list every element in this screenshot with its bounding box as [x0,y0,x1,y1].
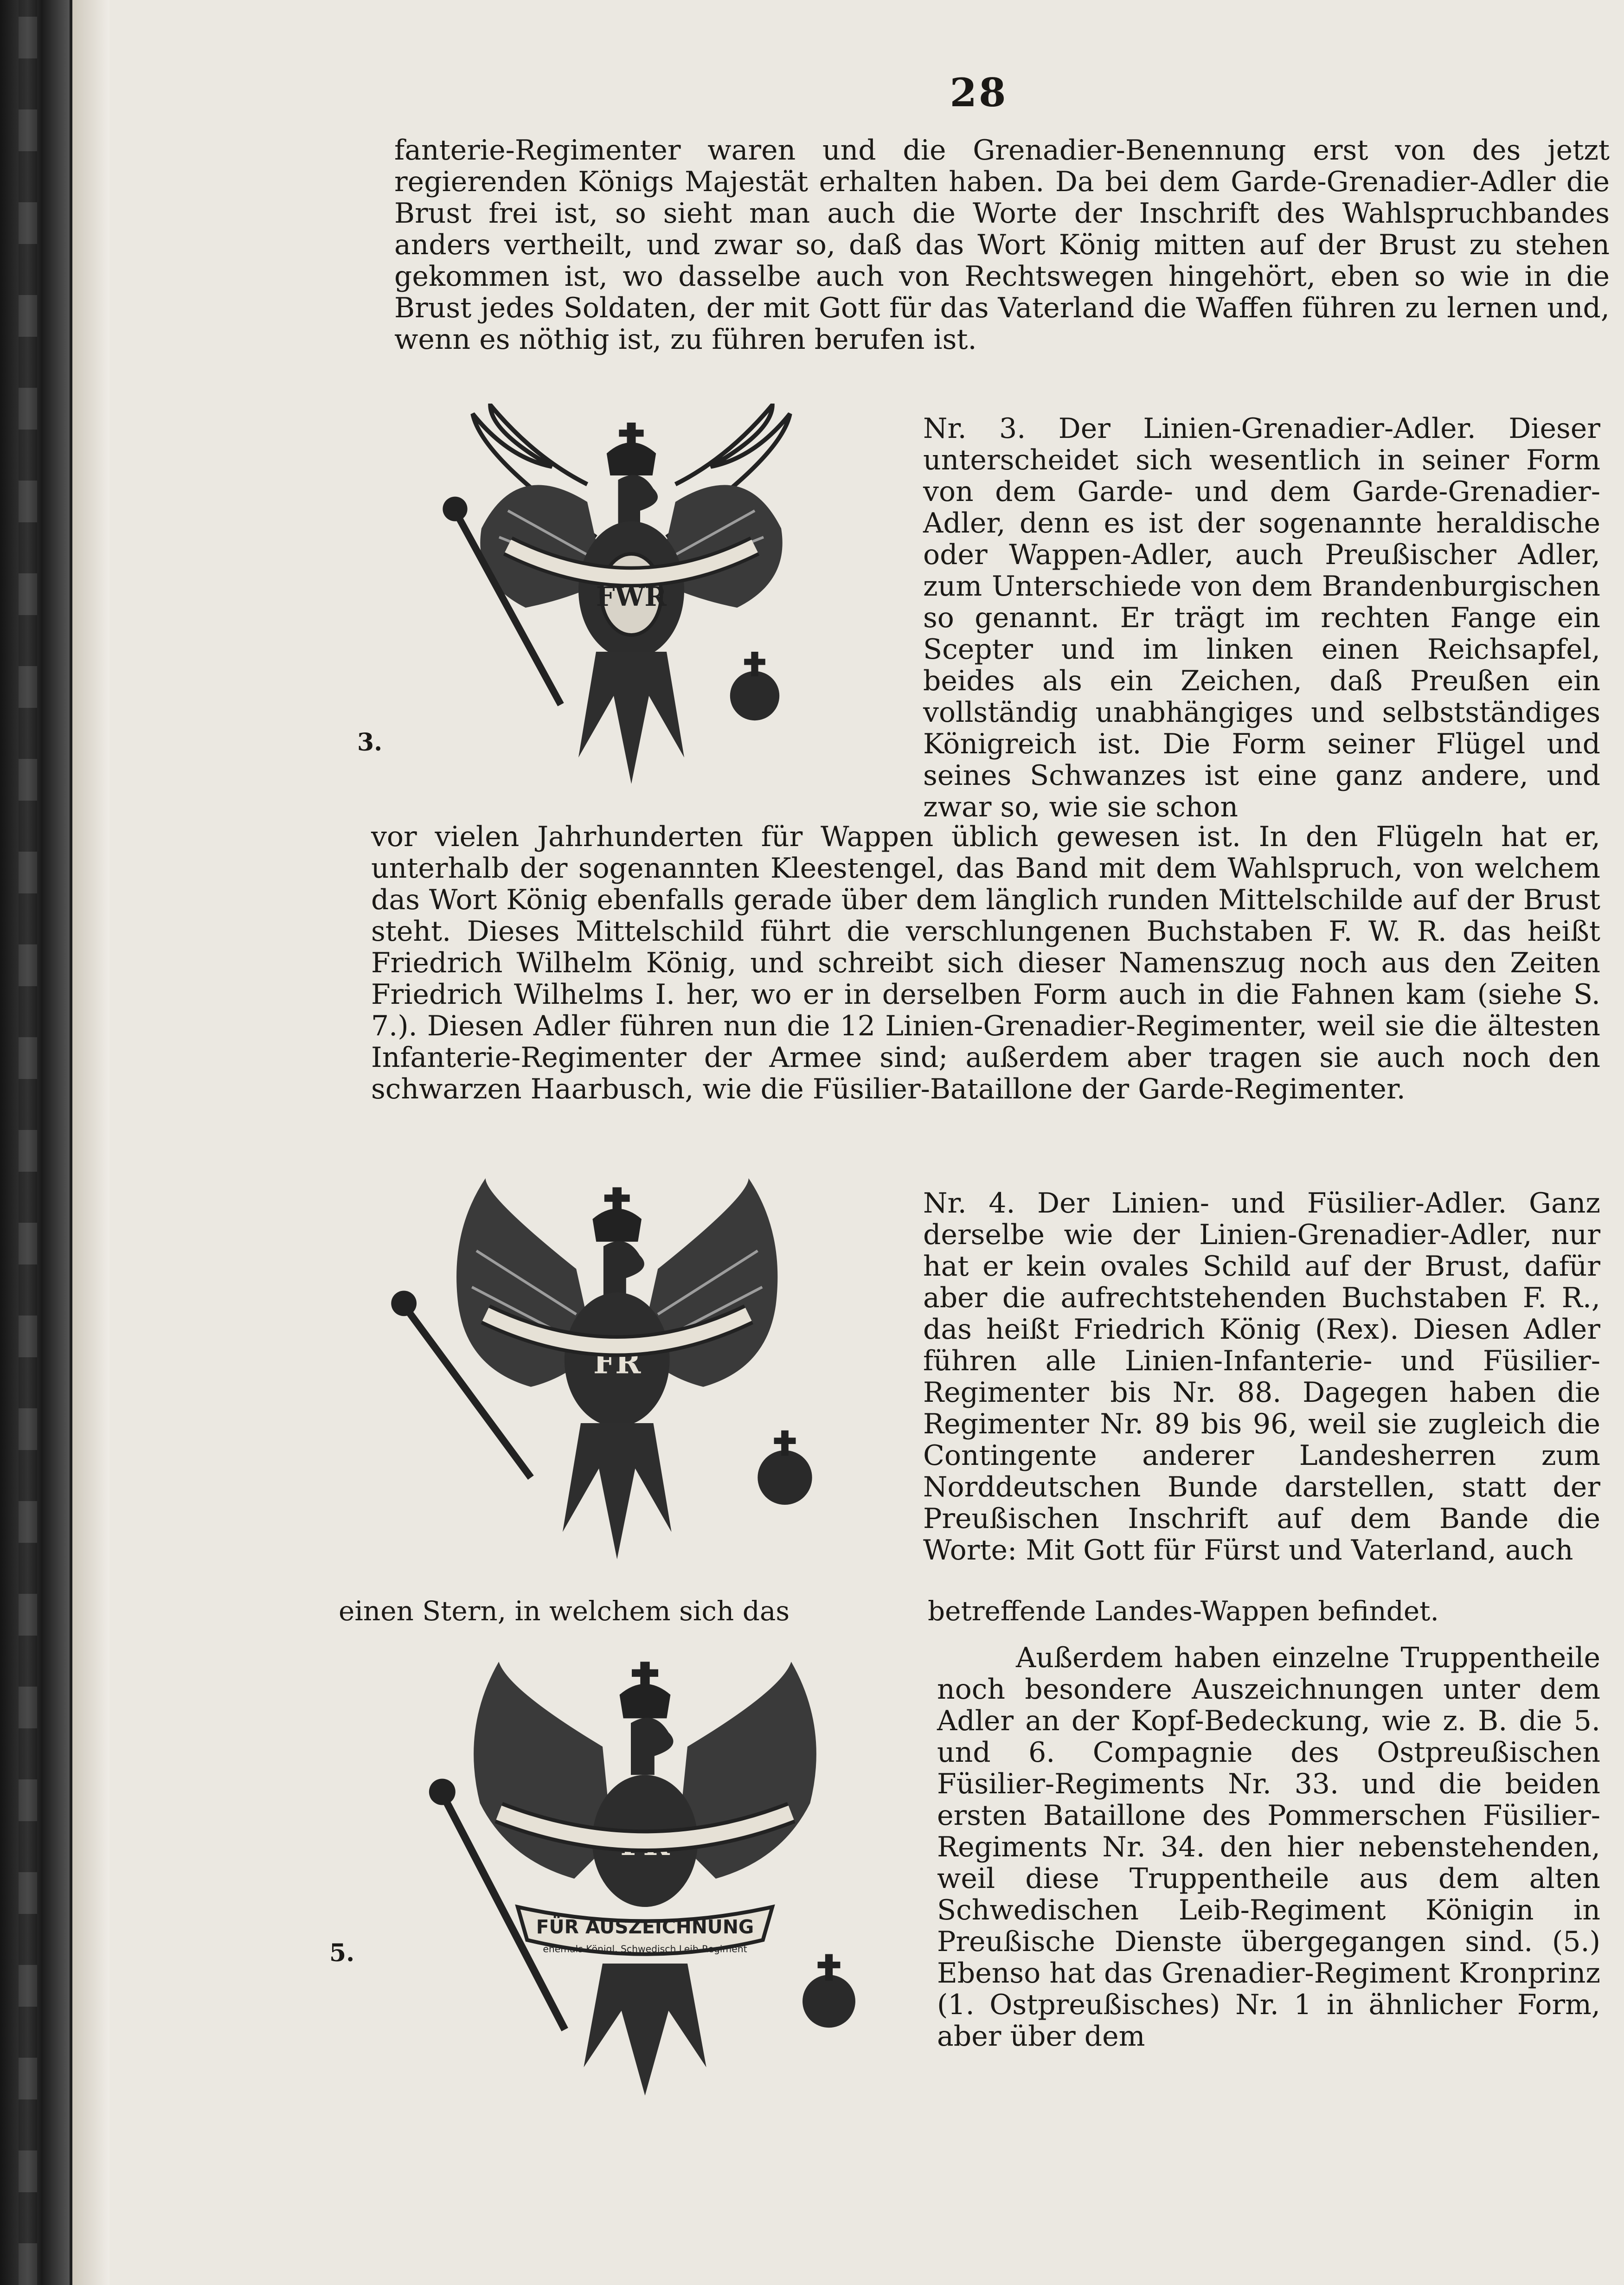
paragraph-1: fanterie-Regimenter waren und die Grenadier-Benennung erst von des jetzt regierenden Königs Majestät erhalten haben. Da bei dem Garde-Grenadier-Adler die Brust frei ist, so sieht man auch die Worte der Inschrift des Wahlspruchbandes anders vertheilt, und zwar so, daß das Wort König mitten auf der Brust zu stehen gekommen ist, wo dasselbe auch von Rechtswegen hingehört, eben so wie in die Brust jedes Soldaten, der mit Gott für das Vaterland die Waffen führen zu lernen und, wenn es nöthig ist, zu führen berufen ist. [394,134,1610,356]
eagle-figure-5 [348,1651,914,2106]
paragraph-2-top: Nr. 3. Der Linien-Grenadier-Adler. Dieser unterscheidet sich wesentlich in seiner Form von dem Garde- und dem Garde-Grenadier-Adler, denn es ist der sogenannte heraldische oder Wappen-Adler, auch Preußischer Adler, zum Unterschiede von dem Brandenburgischen so genannt. Er trägt im rechten Fange ein Scepter und im linken einen Reichsapfel, beides als ein Zeichen, daß Preußen ein vollständig unabhängiges und selbstständiges Königreich ist. Die Form seiner Flügel und seines Schwanzes ist eine ganz andere, und zwar so, wie sie schon [923,412,1600,823]
book-binding [0,0,70,2285]
fig5-monogram: FR [620,1825,670,1863]
page-number: 28 [950,70,1008,116]
figure-3-label: 3. [357,728,383,757]
fig4-monogram: FR [593,1344,641,1381]
paragraph-4: Außerdem haben einzelne Truppentheile noch besondere Auszeichnungen unter dem Adler an der Kopf-Bedeckung, wie z. B. die 5. und 6. Compagnie des Ostpreußischen Füsilier-Regiments Nr. 33. und die beiden ersten Bataillone des Pommerschen Füsilier-Regiments Nr. 34. den hier nebenstehenden, weil diese Truppentheile aus dem alten Schwedischen Leib-Regiment Königin in Preußische Dienste übergegangen sind. (5.) Ebenso hat das Grenadier-Regiment Kronprinz (1. Ostpreußisches) Nr. 1 in ähnlicher Form, aber über dem [937,1642,1600,2053]
fig3-monogram: FWR [596,581,667,613]
paragraph-3: Nr. 4. Der Linien- und Füsilier-Adler. Ganz derselbe wie der Linien-Grenadier-Adler, nur hat er kein ovales Schild auf der Brust, dafür aber die aufrechtstehenden Buchstaben F. R., das heißt Friedrich König (Rex). Diesen Adler führen alle Linien-Infanterie- und Füsilier-Regimenter bis Nr. 88. Dagegen haben die Regimenter Nr. 89 bis 96, weil sie zugleich die Contingente anderer Landesherren zum Norddeutschen Bunde darstellen, statt der Preußischen Inschrift auf dem Bande die Worte: Mit Gott für Fürst und Vaterland, auch [923,1187,1600,1566]
fig5-ribbon: FÜR AUSZEICHNUNG [536,1915,754,1938]
paragraph-3-left-continuation: einen Stern, in welchem sich das [339,1595,790,1627]
eagle-figure-3 [376,404,905,812]
paragraph-2-bottom: vor vielen Jahrhunderten für Wappen üblich gewesen ist. In den Flügeln hat er, unterhalb der sogenannten Kleestengel, das Band mit dem Wahlspruch, von welchem das Wort König ebenfalls gerade über dem länglich runden Mittelschilde auf der Brust steht. Dieses Mittelschild führt die verschlungenen Buchstaben F. W. R. das heißt Friedrich Wilhelm König, und schreibt sich dieser Namenszug noch aus den Zeiten Friedrich Wilhelms I. her, wo er in derselben Form auch in die Fahnen kam (siehe S. 7.). Diesen Adler führen nun die 12 Linien-Grenadier-Regimenter, weil sie die ältesten Infanterie-Regimenter der Armee sind; außerdem aber tragen sie auch noch den schwarzen Haarbusch, wie die Füsilier-Bataillone der Garde-Regimenter. [371,821,1600,1105]
paragraph-3-end: betreffende Landes-Wappen befindet. [928,1595,1439,1627]
figure-5-label: 5. [329,1939,355,1967]
fig5-ribbon-sub: ehemals Königl. Schwedisch Leib-Regiment [543,1943,747,1955]
book-page [107,0,1624,2285]
eagle-figure-4 [348,1178,895,1586]
page-edge [70,0,109,2285]
